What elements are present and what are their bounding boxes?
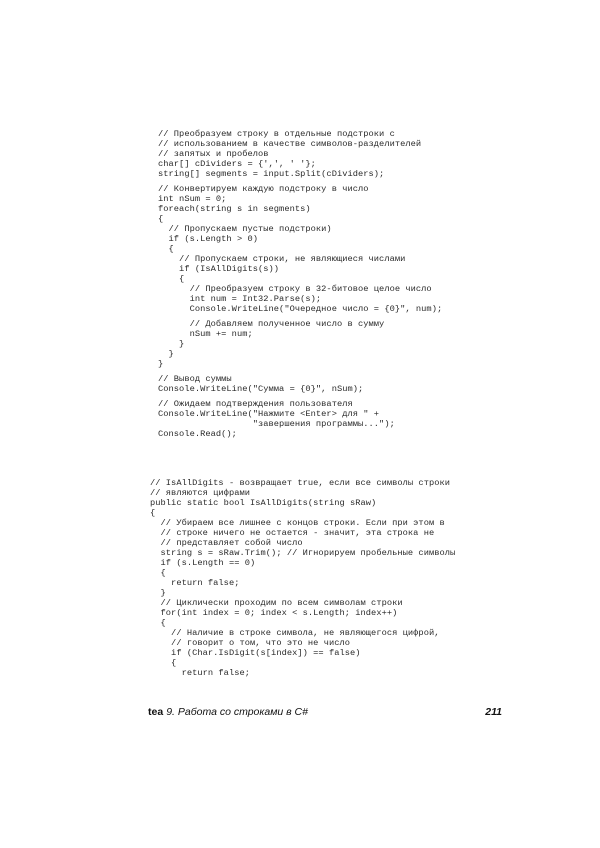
code-line: { [150, 618, 166, 628]
page-number: 211 [485, 706, 502, 718]
code-line: // строке ничего не остается - значит, эта строка не [150, 528, 435, 538]
code-line: int num = Int32.Parse(s); [158, 294, 322, 304]
code-line: // Убираем все лишнее с концов строки. Если при этом в [150, 518, 445, 528]
code-line: { [158, 214, 164, 224]
chapter-title: 9. Работа со строками в C# [166, 706, 308, 718]
code-line: if (s.Length > 0) [158, 234, 259, 244]
code-listing-main [158, 129, 442, 439]
chapter-heading [148, 706, 308, 718]
code-line: // говорит о том, что это не число [150, 638, 351, 648]
code-line: { [150, 658, 177, 668]
code-line: if (Char.IsDigit(s[index]) == false) [150, 648, 361, 658]
code-line: string s = sRaw.Trim(); // Игнорируем пробельные символы [150, 548, 456, 558]
code-line: } [150, 588, 166, 598]
code-line: return false; [150, 668, 251, 678]
code-line: // запятых и пробелов [158, 149, 269, 159]
code-line: // Конвертируем каждую подстроку в число [158, 184, 369, 194]
chapter-prefix: tea [148, 706, 164, 718]
code-line: { [158, 244, 174, 254]
code-line: // IsAllDigits - возвращает true, если все символы строки [150, 478, 451, 488]
code-line: foreach(string s in segments) [158, 204, 311, 214]
code-line: } [158, 339, 185, 349]
code-line: return false; [150, 578, 240, 588]
code-line: Console.Read(); [158, 429, 237, 439]
code-line: // Пропускаем строки, не являющиеся числами [158, 254, 406, 264]
code-line: // Ожидаем подтверждения пользователя [158, 399, 353, 409]
code-line: public static bool IsAllDigits(string sRaw) [150, 498, 377, 508]
code-line: Console.WriteLine("Очередное число = {0}", num); [158, 304, 443, 314]
code-line: "завершения программы..."); [158, 419, 395, 429]
code-line: int nSum = 0; [158, 194, 227, 204]
code-line: if (IsAllDigits(s)) [158, 264, 280, 274]
code-line: // Пропускаем пустые подстроки) [158, 224, 332, 234]
code-line: // представляет собой число [150, 538, 303, 548]
code-line: for(int index = 0; index < s.Length; index++) [150, 608, 398, 618]
code-line: string[] segments = input.Split(cDividers); [158, 169, 385, 179]
code-line: // Преобразуем строку в отдельные подстроки с [158, 129, 395, 139]
code-line: Console.WriteLine("Нажмите <Enter> для " + [158, 409, 380, 419]
code-line: if (s.Length == 0) [150, 558, 256, 568]
code-line: { [158, 274, 185, 284]
code-line: nSum += num; [158, 329, 253, 339]
code-line: // использованием в качестве символов-разделителей [158, 139, 422, 149]
code-line: { [150, 568, 166, 578]
page-footer [148, 706, 502, 722]
code-line: } [158, 359, 164, 369]
code-line: // Наличие в строке символа, не являющегося цифрой, [150, 628, 440, 638]
code-line: { [150, 508, 156, 518]
code-line: } [158, 349, 174, 359]
code-line: char[] cDividers = {',', ' '}; [158, 159, 316, 169]
code-line: // Вывод суммы [158, 374, 232, 384]
code-line: Console.WriteLine("Сумма = {0}", nSum); [158, 384, 364, 394]
code-line: // являются цифрами [150, 488, 251, 498]
code-listing-isalldigits [150, 478, 455, 678]
code-line: // Преобразуем строку в 32-битовое целое число [158, 284, 432, 294]
code-line: // Циклически проходим по всем символам строки [150, 598, 403, 608]
code-line: // Добавляем полученное число в сумму [158, 319, 385, 329]
